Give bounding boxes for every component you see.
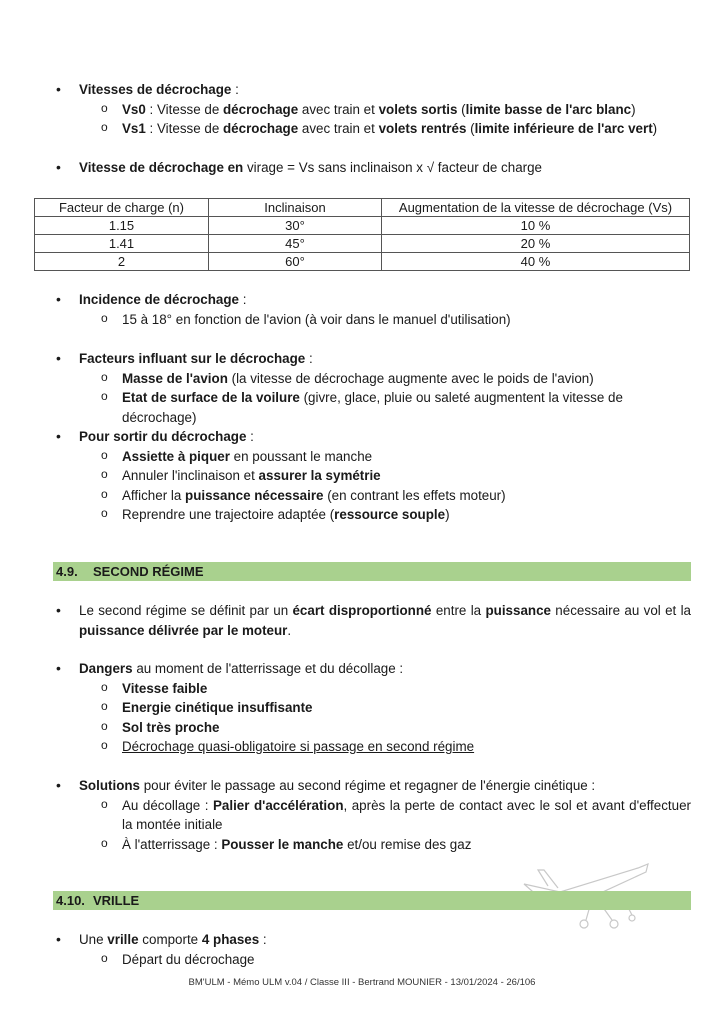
table-cell: 45° <box>209 235 382 253</box>
list-item-vs0: o Vs0 : Vitesse de décrochage avec train et volets sortis (limite basse de l'arc blanc) <box>79 100 691 120</box>
turn-stall-section <box>56 158 691 178</box>
list-item: • Dangers au moment de l'atterrissage et du décollage : o Vitesse faible o Energie cinétique insuffisante o Sol très proche o Décrochage quasi-obligatoire si passage en second régime <box>56 659 691 757</box>
table-header-row <box>35 199 690 217</box>
table-cell: 1.41 <box>35 235 209 253</box>
list-item: • Vitesses de décrochage : o Vs0 : Vitesse de décrochage avec train et volets sortis (limite basse de l'arc blanc) o Vs1 : Vitesse de décrochage avec train et volets rentrés (limite inférieure de l'arc vert) <box>56 80 691 139</box>
list-item: • Facteurs influant sur le décrochage : o Masse de l'avion (la vitesse de décrochage augmente avec le poids de l'avion) o Etat de surface de la voilure (givre, glace, pluie ou saleté augmentent la vitesse de décrochage) <box>56 349 691 427</box>
table-cell: 40 % <box>382 253 690 271</box>
list-item: o Au décollage : Palier d'accélération, après la perte de contact avec le sol et avant d'effectuer la montée initiale <box>79 796 691 835</box>
spin-section <box>56 930 691 969</box>
table-row <box>35 253 690 271</box>
section-title: VRILLE <box>93 893 140 908</box>
list-item: • Vitesse de décrochage en virage = Vs sans inclinaison x √ facteur de charge <box>56 158 691 178</box>
page-footer: BM'ULM - Mémo ULM v.04 / Classe III - Bertrand MOUNIER - 13/01/2024 - 26/106 <box>188 977 536 988</box>
table-cell: 2 <box>35 253 209 271</box>
list-item: o Vitesse faible <box>79 679 691 699</box>
list-item: o Reprendre une trajectoire adaptée (ressource souple) <box>79 505 691 525</box>
list-item: o À l'atterrissage : Pousser le manche et/ou remise des gaz <box>79 835 691 855</box>
list-item: o Départ du décrochage <box>79 950 691 970</box>
load-factor-table <box>34 198 690 271</box>
section-number: 4.9. <box>56 564 78 579</box>
list-item: o Etat de surface de la voilure (givre, glace, pluie ou saleté augmentent la vitesse de décrochage) <box>79 388 691 427</box>
list-item: o Sol très proche <box>79 718 691 738</box>
list-item-vs1: o Vs1 : Vitesse de décrochage avec train et volets rentrés (limite inférieure de l'arc vert) <box>79 119 691 139</box>
list-item: o Décrochage quasi-obligatoire si passage en second régime <box>79 737 691 757</box>
solutions-section <box>56 776 691 854</box>
list-item: • Incidence de décrochage : o 15 à 18° en fonction de l'avion (à voir dans le manuel d'utilisation) <box>56 290 691 329</box>
list-item: o Masse de l'avion (la vitesse de décrochage augmente avec le poids de l'avion) <box>79 369 691 389</box>
section-heading-4-10 <box>53 891 691 910</box>
table-cell: 20 % <box>382 235 690 253</box>
incidence-section <box>56 290 691 329</box>
list-item: o Assiette à piquer en poussant le manche <box>79 447 691 467</box>
list-item: • Une vrille comporte 4 phases : o Départ du décrochage <box>56 930 691 969</box>
section-title: SECOND RÉGIME <box>93 564 204 579</box>
list-item: o Afficher la puissance nécessaire (en contrant les effets moteur) <box>79 486 691 506</box>
list-item: • Pour sortir du décrochage : o Assiette à piquer en poussant le manche o Annuler l'inclinaison et assurer la symétrie o Afficher la puissance nécessaire (en contrant les effets moteur) o Reprendre une trajectoire adaptée (ressource souple) <box>56 427 691 525</box>
list-item: o Annuler l'inclinaison et assurer la symétrie <box>79 466 691 486</box>
factors-section <box>56 349 691 427</box>
stall-speeds-title: Vitesses de décrochage <box>79 82 232 97</box>
dangers-section <box>56 659 691 757</box>
table-cell: 10 % <box>382 217 690 235</box>
list-item: o 15 à 18° en fonction de l'avion (à voir dans le manuel d'utilisation) <box>79 310 691 330</box>
table-header: Facteur de charge (n) <box>35 199 209 217</box>
table-cell: 1.15 <box>35 217 209 235</box>
table-header: Augmentation de la vitesse de décrochage (Vs) <box>382 199 690 217</box>
second-regime-section <box>56 601 691 640</box>
table-cell: 30° <box>209 217 382 235</box>
list-item: • Solutions pour éviter le passage au second régime et regagner de l'énergie cinétique : o Au décollage : Palier d'accélération, après la perte de contact avec le sol et avant d'effectuer la montée initiale o À l'atterrissage : Pousser le manche et/ou remise des gaz <box>56 776 691 854</box>
table-row <box>35 217 690 235</box>
table-header: Inclinaison <box>209 199 382 217</box>
stall-speeds-section <box>56 80 691 139</box>
section-number: 4.10. <box>56 893 85 908</box>
list-item: • Le second régime se définit par un écart disproportionné entre la puissance nécessaire au vol et la puissance délivrée par le moteur. <box>56 601 691 640</box>
table-row <box>35 235 690 253</box>
list-item: o Energie cinétique insuffisante <box>79 698 691 718</box>
recovery-section <box>56 427 691 525</box>
table-cell: 60° <box>209 253 382 271</box>
section-heading-4-9 <box>53 562 691 581</box>
